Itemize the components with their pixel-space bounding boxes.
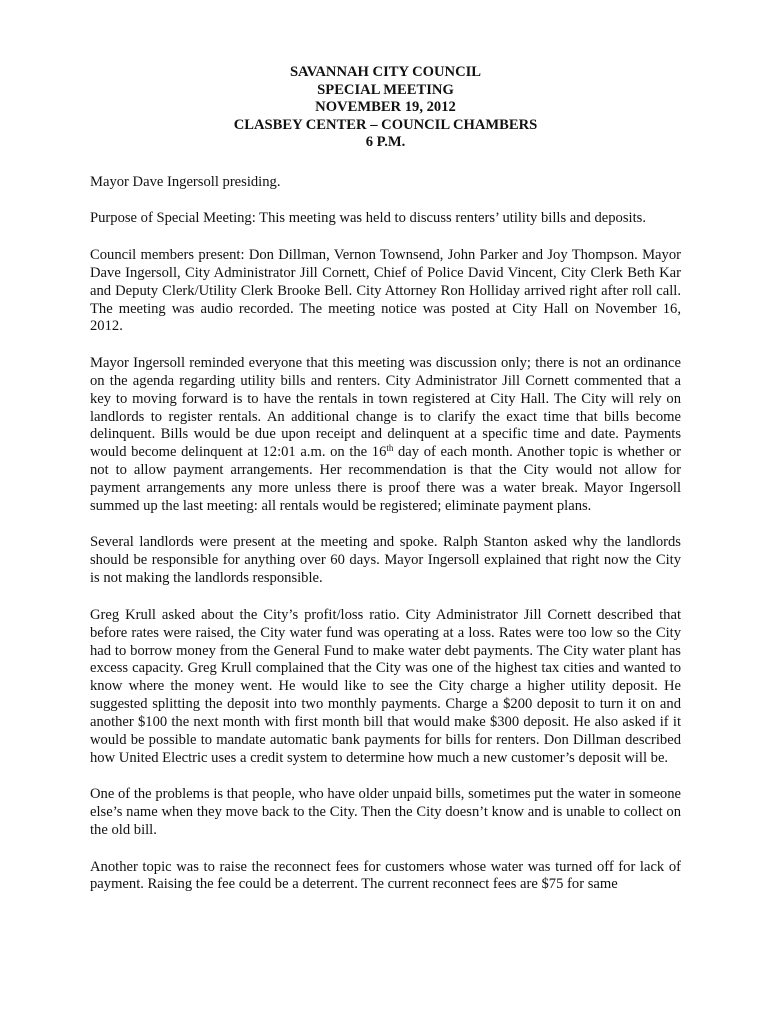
ordinal-suffix: th: [386, 443, 394, 454]
header-council-name: SAVANNAH CITY COUNCIL: [289, 64, 482, 80]
paragraph-greg-krull: Greg Krull asked about the City’s profit/loss ratio. City Administrator Jill Cornett described that before rates were raised, the City water fund was operating at a loss. Rates were too low so the City had to borrow money from the General Fund to make water debt payments. The City water plant has excess capacity. Greg Krull complained that the City was one of the highest tax cities and wanted to know where the money went. He would like to see the City charge a higher utility deposit. He suggested splitting the deposit into two monthly payments. Charge a $200 deposit to turn it on and another $100 the next month with first month bill that would make $300 deposit. He also asked if it would be possible to mandate automatic bank payments for bills for renters. Don Dillman described how United Electric uses a credit system to determine how much a new customer’s deposit will be.: [90, 606, 681, 766]
header-location: CLASBEY CENTER – COUNCIL CHAMBERS: [233, 116, 538, 133]
header-time: 6 P.M.: [365, 134, 406, 151]
paragraph-reconnect-fees: Another topic was to raise the reconnect fees for customers whose water was turned off for lack of payment. Raising the fee could be a deterrent. The current reconnect fees are $75 for same: [90, 858, 681, 893]
paragraph-presiding: Mayor Dave Ingersoll presiding.: [90, 173, 281, 190]
document-page: [90, 64, 681, 913]
header-date: NOVEMBER 19, 2012: [315, 99, 456, 116]
paragraph-mayor-remarks-part2: day of each month. Another topic is whether or not to allow payment arrangements. Her recommendation is that the City would not allow for payment arrangements any more unless there is proof there was a water break. Mayor Ingersoll summed up the last meeting: all rentals would be registered; eliminate payment plans.: [90, 444, 681, 515]
paragraph-mayor-remarks-part1: Mayor Ingersoll reminded everyone that this meeting was discussion only; there is not an ordinance on the agenda regarding utility bills and renters. City Administrator Jill Cornett commented that a key to moving forward is to have the rentals in town registered at City Hall. The City will rely on landlords to register rentals. An additional change is to clarify the exact time that bills become delinquent. Bills would be due upon receipt and delinquent at a specific time and date. Payments would become delinquent at 12:01 a.m. on the 16: [90, 354, 681, 461]
header-meeting-type: SPECIAL MEETING: [317, 81, 454, 98]
paragraph-landlords: Several landlords were present at the meeting and spoke. Ralph Stanton asked why the landlords should be responsible for anything over 60 days. Mayor Ingersoll explained that right now the City is not making the landlords responsible.: [90, 534, 681, 587]
paragraph-unpaid-bills: One of the problems is that people, who have older unpaid bills, sometimes put the water in someone else’s name when they move back to the City. Then the City doesn’t know and is unable to collect on the old bill.: [90, 786, 681, 839]
paragraph-mayor-remarks: [90, 355, 681, 516]
paragraph-purpose: Purpose of Special Meeting: This meeting was held to discuss renters’ utility bills and deposits.: [90, 210, 646, 227]
paragraph-attendance: Council members present: Don Dillman, Vernon Townsend, John Parker and Joy Thompson. Mayor Dave Ingersoll, City Administrator Jill Cornett, Chief of Police David Vincent, City Clerk Beth Kar and Deputy Clerk/Utility Clerk Brooke Bell. City Attorney Ron Holliday arrived right after roll call. The meeting was audio recorded. The meeting notice was posted at City Hall on November 16, 2012.: [90, 246, 681, 335]
document-header: [90, 64, 681, 152]
